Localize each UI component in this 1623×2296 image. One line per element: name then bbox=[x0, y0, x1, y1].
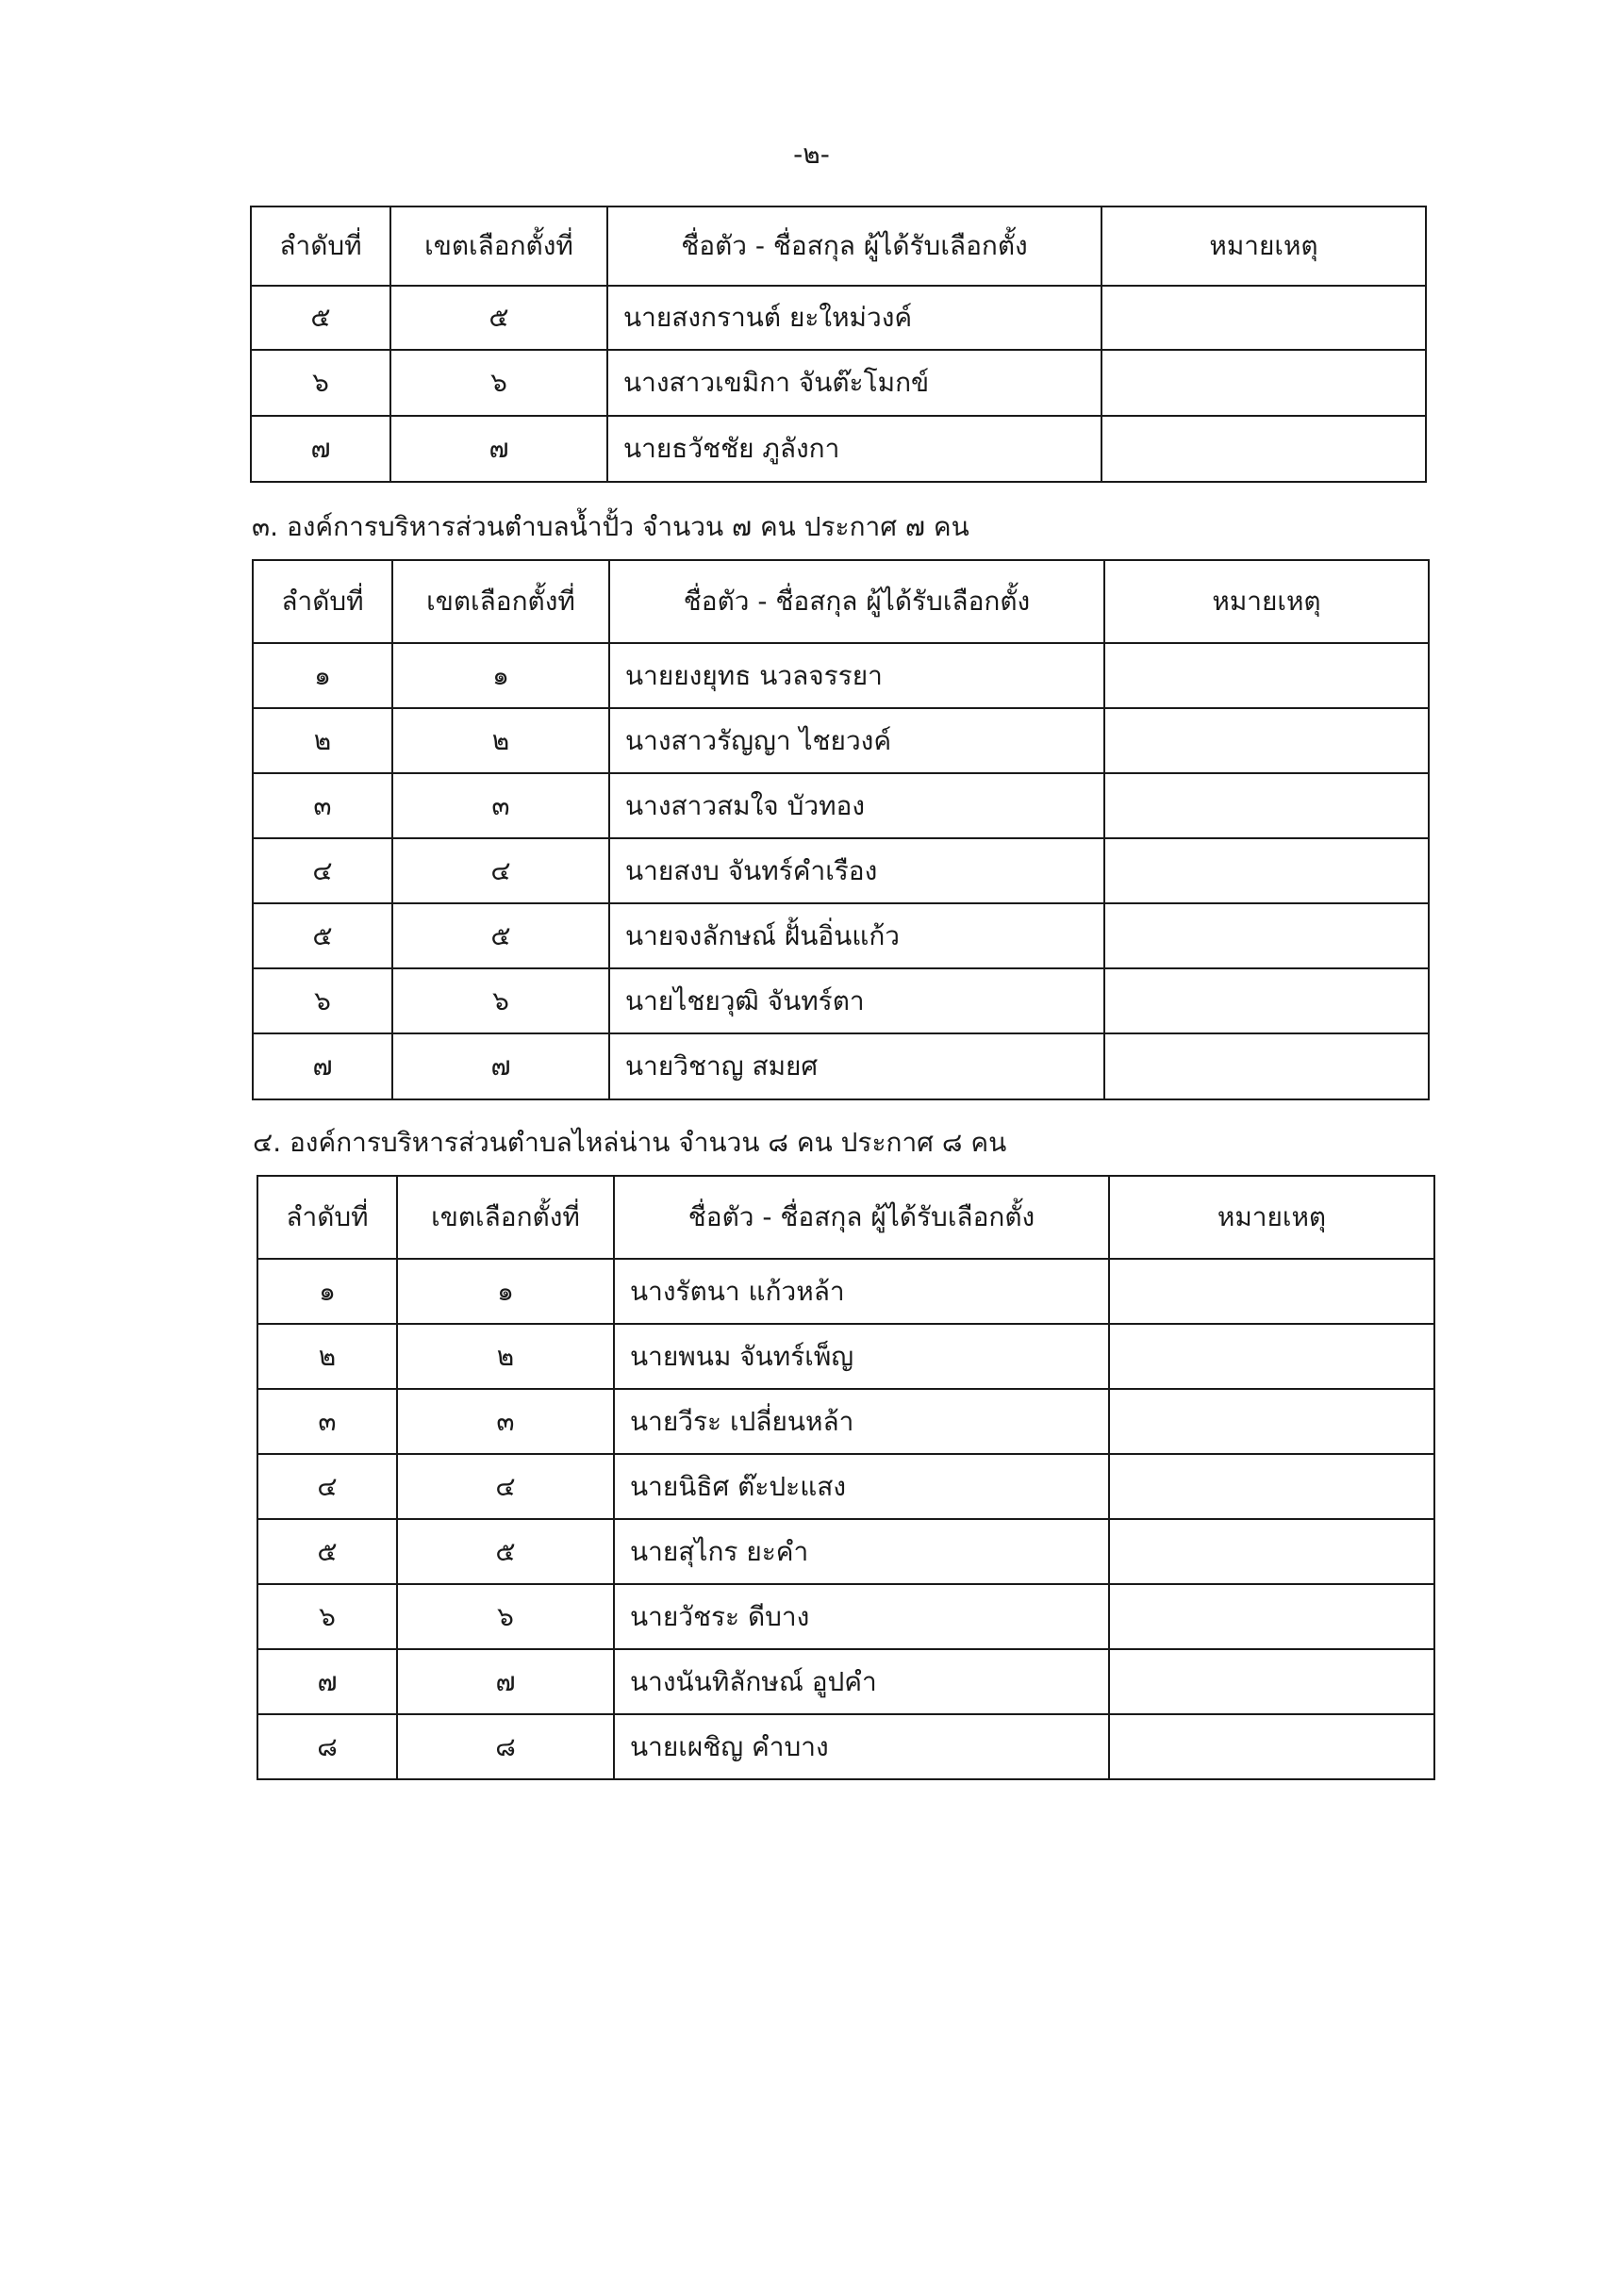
table-row bbox=[257, 1714, 1434, 1779]
district-cell: ๓ bbox=[397, 1389, 614, 1454]
table-row bbox=[257, 1584, 1434, 1649]
header-order: ลำดับที่ bbox=[251, 206, 390, 286]
table-row bbox=[257, 1454, 1434, 1519]
name-cell: นายวิชาญ สมยศ bbox=[609, 1033, 1104, 1099]
district-cell: ๖ bbox=[390, 350, 607, 416]
order-cell: ๔ bbox=[253, 838, 392, 903]
table-row bbox=[251, 286, 1426, 350]
remark-cell bbox=[1104, 708, 1429, 773]
name-cell: นายสงกรานต์ ยะใหม่วงค์ bbox=[607, 286, 1101, 350]
name-cell: นายสุไกร ยะคำ bbox=[614, 1519, 1109, 1584]
district-cell: ๖ bbox=[397, 1584, 614, 1649]
remark-cell bbox=[1109, 1454, 1434, 1519]
district-cell: ๑ bbox=[392, 643, 609, 708]
page-number: -๒- bbox=[793, 139, 830, 170]
remark-cell bbox=[1109, 1584, 1434, 1649]
order-cell: ๓ bbox=[253, 773, 392, 838]
section-heading-nam-pua: ๓. องค์การบริหารส่วนตำบลน้ำปั้ว จำนวน ๗ คน ประกาศ ๗ คน bbox=[252, 511, 969, 542]
order-cell: ๔ bbox=[257, 1454, 397, 1519]
name-cell: นายพนม จันทร์เพ็ญ bbox=[614, 1324, 1109, 1389]
district-cell: ๒ bbox=[392, 708, 609, 773]
remark-cell bbox=[1109, 1389, 1434, 1454]
name-cell: นายธวัชชัย ภูลังกา bbox=[607, 416, 1101, 482]
order-cell: ๖ bbox=[257, 1584, 397, 1649]
winners-table-continued bbox=[250, 206, 1427, 483]
header-district: เขตเลือกตั้งที่ bbox=[397, 1176, 614, 1259]
table-row bbox=[253, 773, 1429, 838]
order-cell: ๕ bbox=[253, 903, 392, 968]
remark-cell bbox=[1109, 1519, 1434, 1584]
section-heading-lai-nan: ๔. องค์การบริหารส่วนตำบลไหล่น่าน จำนวน ๘ คน ประกาศ ๘ คน bbox=[253, 1127, 1007, 1158]
remark-cell bbox=[1101, 286, 1426, 350]
name-cell: นายนิธิศ ต๊ะปะแสง bbox=[614, 1454, 1109, 1519]
table-header-row bbox=[253, 560, 1429, 643]
name-cell: นางสาวเขมิกา จันต๊ะโมกข์ bbox=[607, 350, 1101, 416]
table-row bbox=[253, 643, 1429, 708]
remark-cell bbox=[1101, 350, 1426, 416]
order-cell: ๒ bbox=[253, 708, 392, 773]
order-cell: ๒ bbox=[257, 1324, 397, 1389]
district-cell: ๕ bbox=[392, 903, 609, 968]
order-cell: ๓ bbox=[257, 1389, 397, 1454]
order-cell: ๗ bbox=[253, 1033, 392, 1099]
district-cell: ๖ bbox=[392, 968, 609, 1033]
header-remark: หมายเหตุ bbox=[1101, 206, 1426, 286]
winners-table-lai-nan bbox=[257, 1175, 1435, 1780]
remark-cell bbox=[1109, 1259, 1434, 1324]
district-cell: ๘ bbox=[397, 1714, 614, 1779]
table-row bbox=[257, 1649, 1434, 1714]
header-remark: หมายเหตุ bbox=[1104, 560, 1429, 643]
name-cell: นายจงลักษณ์ ฝั้นอิ่นแก้ว bbox=[609, 903, 1104, 968]
table-row bbox=[251, 416, 1426, 482]
district-cell: ๕ bbox=[390, 286, 607, 350]
order-cell: ๗ bbox=[257, 1649, 397, 1714]
district-cell: ๓ bbox=[392, 773, 609, 838]
table-header-row bbox=[251, 206, 1426, 286]
remark-cell bbox=[1109, 1649, 1434, 1714]
order-cell: ๗ bbox=[251, 416, 390, 482]
remark-cell bbox=[1104, 968, 1429, 1033]
header-order: ลำดับที่ bbox=[253, 560, 392, 643]
remark-cell bbox=[1104, 1033, 1429, 1099]
district-cell: ๗ bbox=[397, 1649, 614, 1714]
table-row bbox=[251, 350, 1426, 416]
name-cell: นางนันทิลักษณ์ อูปคำ bbox=[614, 1649, 1109, 1714]
table-header-row bbox=[257, 1176, 1434, 1259]
name-cell: นางสาวรัญญา ไชยวงค์ bbox=[609, 708, 1104, 773]
district-cell: ๔ bbox=[392, 838, 609, 903]
header-order: ลำดับที่ bbox=[257, 1176, 397, 1259]
name-cell: นายวัชระ ดีบาง bbox=[614, 1584, 1109, 1649]
header-name: ชื่อตัว - ชื่อสกุล ผู้ได้รับเลือกตั้ง bbox=[607, 206, 1101, 286]
name-cell: นายวีระ เปลี่ยนหล้า bbox=[614, 1389, 1109, 1454]
remark-cell bbox=[1104, 773, 1429, 838]
table-row bbox=[257, 1519, 1434, 1584]
district-cell: ๒ bbox=[397, 1324, 614, 1389]
table-row bbox=[253, 708, 1429, 773]
district-cell: ๑ bbox=[397, 1259, 614, 1324]
order-cell: ๑ bbox=[253, 643, 392, 708]
table-row bbox=[257, 1259, 1434, 1324]
name-cell: นายไชยวุฒิ จันทร์ตา bbox=[609, 968, 1104, 1033]
name-cell: นายเผชิญ คำบาง bbox=[614, 1714, 1109, 1779]
table-row bbox=[253, 968, 1429, 1033]
header-district: เขตเลือกตั้งที่ bbox=[392, 560, 609, 643]
table-row bbox=[257, 1389, 1434, 1454]
winners-table-nam-pua bbox=[252, 559, 1430, 1100]
district-cell: ๕ bbox=[397, 1519, 614, 1584]
district-cell: ๔ bbox=[397, 1454, 614, 1519]
header-name: ชื่อตัว - ชื่อสกุล ผู้ได้รับเลือกตั้ง bbox=[609, 560, 1104, 643]
table-row bbox=[257, 1324, 1434, 1389]
header-remark: หมายเหตุ bbox=[1109, 1176, 1434, 1259]
remark-cell bbox=[1101, 416, 1426, 482]
order-cell: ๘ bbox=[257, 1714, 397, 1779]
remark-cell bbox=[1109, 1714, 1434, 1779]
order-cell: ๕ bbox=[251, 286, 390, 350]
remark-cell bbox=[1104, 643, 1429, 708]
district-cell: ๗ bbox=[392, 1033, 609, 1099]
remark-cell bbox=[1109, 1324, 1434, 1389]
header-name: ชื่อตัว - ชื่อสกุล ผู้ได้รับเลือกตั้ง bbox=[614, 1176, 1109, 1259]
name-cell: นายยงยุทธ นวลจรรยา bbox=[609, 643, 1104, 708]
remark-cell bbox=[1104, 838, 1429, 903]
name-cell: นายสงบ จันทร์คำเรือง bbox=[609, 838, 1104, 903]
name-cell: นางรัตนา แก้วหล้า bbox=[614, 1259, 1109, 1324]
remark-cell bbox=[1104, 903, 1429, 968]
order-cell: ๖ bbox=[251, 350, 390, 416]
order-cell: ๖ bbox=[253, 968, 392, 1033]
header-district: เขตเลือกตั้งที่ bbox=[390, 206, 607, 286]
order-cell: ๕ bbox=[257, 1519, 397, 1584]
name-cell: นางสาวสมใจ บัวทอง bbox=[609, 773, 1104, 838]
order-cell: ๑ bbox=[257, 1259, 397, 1324]
table-row bbox=[253, 903, 1429, 968]
district-cell: ๗ bbox=[390, 416, 607, 482]
table-row bbox=[253, 838, 1429, 903]
table-row bbox=[253, 1033, 1429, 1099]
